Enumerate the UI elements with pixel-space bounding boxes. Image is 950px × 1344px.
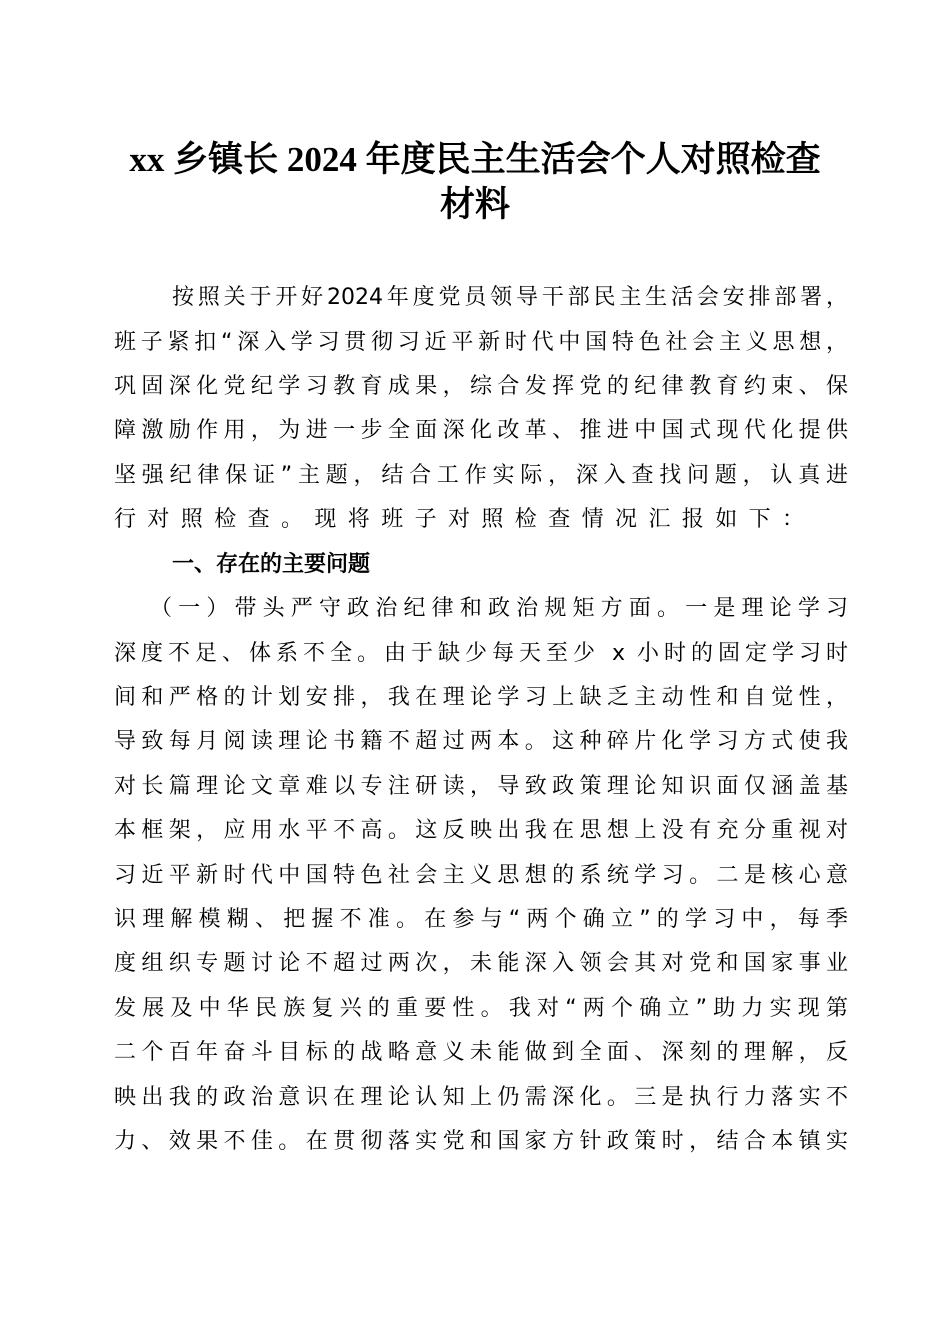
text-line: 间和严格的计划安排，我在理论学习上缺乏主动性和自觉性，: [114, 685, 848, 710]
text-line: 班子紧扣“深入学习贯彻习近平新时代中国特色社会主义思想，: [114, 330, 848, 355]
text-line: 二个百年奋斗目标的战略意义未能做到全面、深刻的理解，反: [114, 1040, 848, 1065]
text-line: 本框架，应用水平不高。这反映出我在思想上没有充分重视对: [114, 818, 848, 843]
text-line: 发展及中华民族复兴的重要性。我对“两个确立”助力实现第: [114, 996, 848, 1021]
text-line: 对长篇理论文章难以专注研读，导致政策理论知识面仅涵盖基: [114, 774, 848, 799]
text-line: 力、效果不佳。在贯彻落实党和国家方针政策时，结合本镇实: [114, 1129, 848, 1154]
text-line: 映出我的政治意识在理论认知上仍需深化。三是执行力落实不: [114, 1085, 848, 1110]
text-line: （一）带头严守政治纪律和政治规矩方面。一是理论学习: [150, 596, 848, 621]
text-line: 坚强纪律保证”主题，结合工作实际，深入查找问题，认真进: [114, 463, 848, 488]
text-line: 行对照检查。现将班子对照检查情况汇报如下：: [114, 507, 816, 532]
title-line-1: xx 乡镇长 2024 年度民主生活会个人对照检查: [129, 140, 821, 179]
text-line: 巩固深化党纪学习教育成果，综合发挥党的纪律教育约束、保: [114, 374, 848, 399]
title-line-2: 材料: [439, 185, 510, 224]
text-line: 障激励作用，为进一步全面深化改革、推进中国式现代化提供: [114, 418, 848, 443]
text-line: 识理解模糊、把握不准。在参与“两个确立”的学习中，每季: [114, 907, 848, 932]
text-line: 深度不足、体系不全。由于缺少每天至少 x 小时的固定学习时: [114, 641, 848, 666]
text-line: 按照关于开好2024年度党员领导干部民主生活会安排部署，: [172, 285, 848, 310]
text-line: 度组织专题讨论不超过两次，未能深入领会其对党和国家事业: [114, 951, 848, 976]
text-line: 习近平新时代中国特色社会主义思想的系统学习。二是核心意: [114, 863, 848, 888]
text-line: 导致每月阅读理论书籍不超过两本。这种碎片化学习方式使我: [114, 729, 848, 754]
section-heading: 一、存在的主要问题: [172, 552, 371, 577]
